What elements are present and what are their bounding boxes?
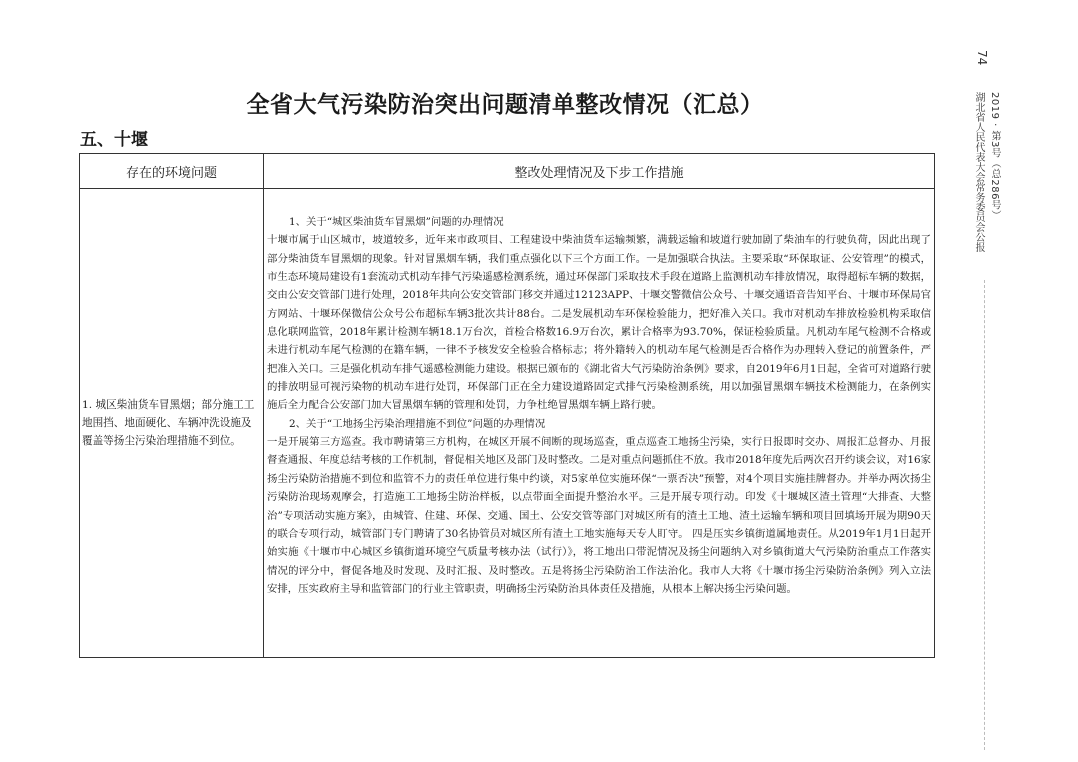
journal-name: 湖北省人民代表大会常务委员会公报 <box>973 92 984 252</box>
measure-heading-1: 1、关于“城区柴油货车冒黑烟”问题的办理情况 <box>289 216 504 228</box>
header-measures: 整改处理情况及下步工作措施 <box>264 154 935 189</box>
journal-issue: 2019 · 第3号（总286号） <box>989 92 1000 221</box>
header-issue: 存在的环境问题 <box>80 154 264 189</box>
issue-cell: 1. 城区柴油货车冒黑烟；部分施工工地围挡、地面硬化、车辆冲洗设施及覆盖等扬尘污染治理措施不到位。 <box>80 189 264 658</box>
measure-heading-2: 2、关于“工地扬尘污染治理措施不到位”问题的办理情况 <box>289 417 546 430</box>
page-number: 74 <box>975 50 989 66</box>
issues-table <box>79 153 935 658</box>
measures-cell <box>264 189 935 658</box>
margin-rule <box>984 280 985 750</box>
section-heading: 五、十堰 <box>80 130 148 150</box>
measure-paragraph-1: 十堰市属于山区城市，坡道较多，近年来市政项目、工程建设中柴油货车运输频繁，满载运输和坡道行驶加剧了柴油车的行驶负荷，因此出现了部分柴油货车冒黑烟的现象。针对冒黑烟车辆，我们重点强化以下三个方面工作。一是加强联合执法。主要采取“环保取证、公安管理”的模式，市生态环境局建设有1套流动式机动车排气污染遥感检测系统，通过环保部门采取技术手段在道路上监测机动车排放情况，取得超标车辆的数据，交由公安交管部门进行处理，2018年共向公安交管部门移交并通过12123APP、十堰交警微信公众号、十堰交通语音告知平台、十堰市环保局官方网站、十堰环保微信公众号公布超标车辆3批次共计88台。二是发展机动车环保检验能力，把好准入关口。我市对机动车排放检验机构采取信息化联网监管，2018年累计检测车辆18.1万台次，首检合格数16.9万台次，累计合格率为93.70%，保证检验质量。凡机动车尾气检测不合格或未进行机动车尾气检测的在籍车辆，一律不予核发安全检验合格标志；将外籍转入的机动车尾气检测是否合格作为办理转入登记的前置条件，严把准入关口。三是强化机动车排气遥感检测能力建设。根据已颁布的《湖北省大气污染防治条例》要求，自2019年6月1日起，全省可对道路行驶的排放明显可视污染物的机动车进行处罚，环保部门正在全力建设道路固定式排气污染检测系统，用以加强冒黑烟车辆技术检测能力，在条例实施后全力配合公安部门加大冒黑烟车辆的管理和处罚，力争杜绝冒黑烟车辆上路行驶。 <box>267 234 931 412</box>
table-header-row <box>80 154 935 189</box>
page-title: 全省大气污染防治突出问题清单整改情况（汇总） <box>246 92 764 118</box>
table-row <box>80 189 935 658</box>
measure-paragraph-2: 一是开展第三方巡查。我市聘请第三方机构，在城区开展不间断的现场巡查，重点巡查工地扬尘污染，实行日报即时交办、周报汇总督办、月报督查通报、年度总结考核的工作机制，督促相关地区及部门及时整改。二是对重点问题抓住不放。我市2018年度先后两次召开约谈会议，对16家扬尘污染防治措施不到位和监管不力的责任单位进行集中约谈，对5家单位实施环保“一票否决”预警，对4个项目实施挂牌督办。并举办两次扬尘污染防治现场观摩会，打造施工工地扬尘防治样板，以点带面全面提升整治水平。三是开展专项行动。印发《十堰城区渣土管理“大排查、大整治”专项活动实施方案》，由城管、住建、环保、交通、国土、公安交管等部门对城区所有的渣土工地、渣土运输车辆和项目回填场开展为期90天的联合专项行动，城管部门专门聘请了30名协管员对城区所有渣土工地实施每天专人盯守。 四是压实乡镇街道属地责任。从2019年1月1日起开始实施《十堰市中心城区乡镇街道环境空气质量考核办法（试行）》，将工地出口带泥情况及扬尘问题纳入对乡镇街道大气污染防治重点工作落实情况的评分中，督促各地及时发现、及时汇报、及时整改。五是将扬尘污染防治工作法治化。我市人大将《十堰市扬尘污染防治条例》列入立法安排，压实政府主导和监管部门的行业主管职责，明确扬尘污染防治具体责任及措施，从根本上解决扬尘污染问题。 <box>267 436 931 595</box>
